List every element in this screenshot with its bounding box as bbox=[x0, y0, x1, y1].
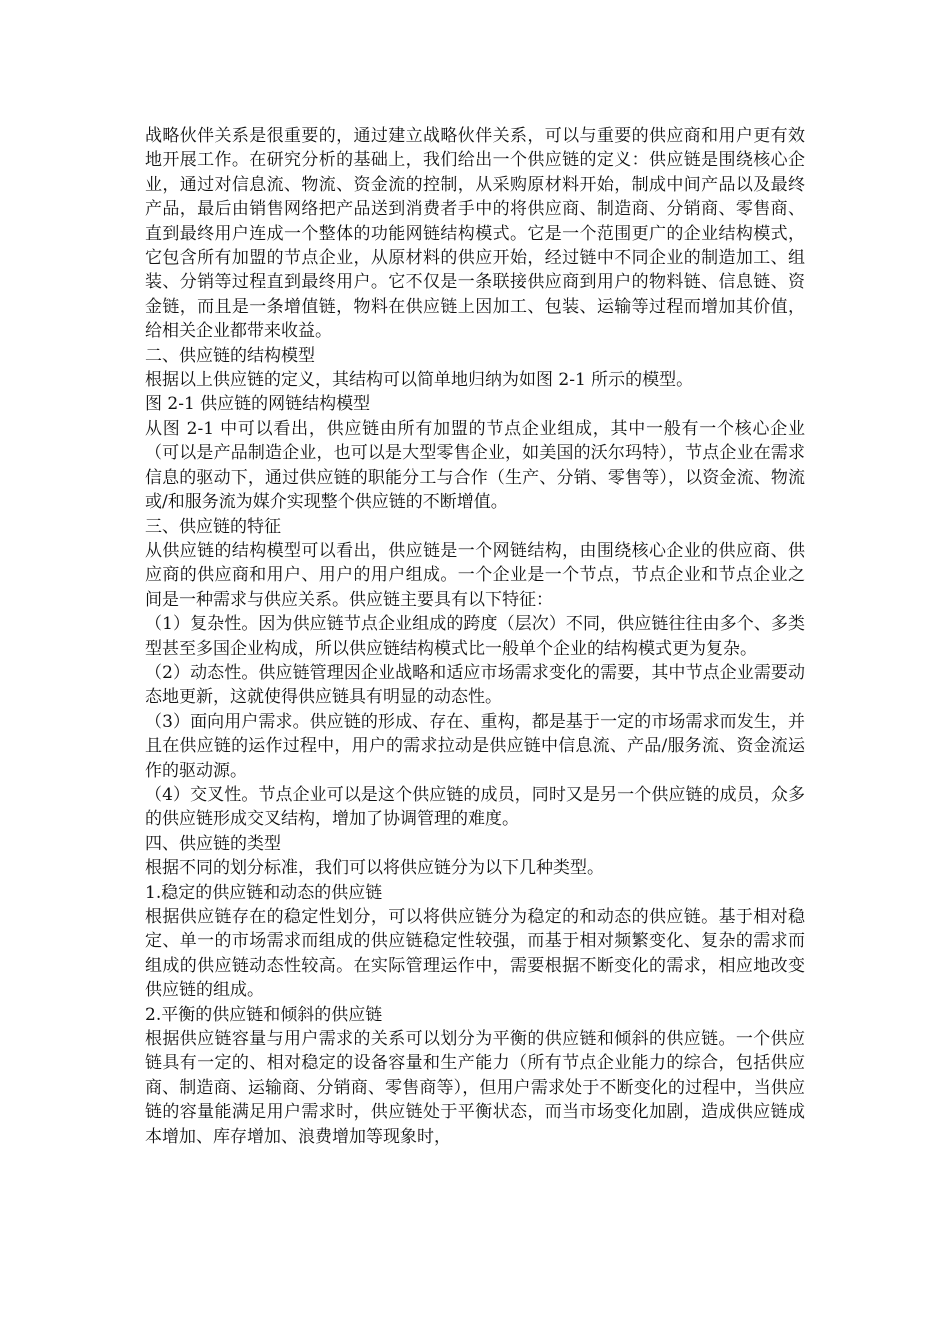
paragraph-types-intro: 根据不同的划分标准，我们可以将供应链分为以下几种类型。 bbox=[145, 858, 604, 879]
feature-complexity: （1）复杂性。因为供应链节点企业组成的跨度（层次）不同，供应链往往由多个、多类型甚至多国企业构成，所以供应链结构模式比一般单个企业的结构模式更为复杂。 bbox=[145, 614, 805, 659]
paragraph-structure-intro: 根据以上供应链的定义，其结构可以简单地归纳为如图 2-1 所示的模型。 bbox=[145, 370, 694, 391]
heading-types: 四、供应链的类型 bbox=[145, 833, 281, 854]
subheading-stable-dynamic: 1.稳定的供应链和动态的供应链 bbox=[145, 882, 383, 903]
subheading-balanced-skewed: 2.平衡的供应链和倾斜的供应链 bbox=[145, 1004, 383, 1025]
heading-structure-model: 二、供应链的结构模型 bbox=[145, 345, 315, 366]
feature-user-demand: （3）面向用户需求。供应链的形成、存在、重构，都是基于一定的市场需求而发生，并且在供应链的运作过程中，用户的需求拉动是供应链中信息流、产品/服务流、资金流运作的驱动源。 bbox=[145, 711, 805, 781]
paragraph-features-intro: 从供应链的结构模型可以看出，供应链是一个网链结构，由围绕核心企业的供应商、供应商的供应商和用户、用户的用户组成。一个企业是一个节点，节点企业和节点企业之间是一种需求与供应关系。供应链主要具有以下特征： bbox=[145, 540, 805, 610]
feature-dynamic: （2）动态性。供应链管理因企业战略和适应市场需求变化的需要，其中节点企业需要动态地更新，这就使得供应链具有明显的动态性。 bbox=[145, 662, 805, 708]
paragraph-balanced-skewed: 根据供应链容量与用户需求的关系可以划分为平衡的供应链和倾斜的供应链。一个供应链具有一定的、相对稳定的设备容量和生产能力（所有节点企业能力的综合，包括供应商、制造商、运输商、分销商、零售商等），但用户需求处于不断变化的过程中，当供应链的容量能满足用户需求时，供应链处于平衡状态，而当市场变化加剧，造成供应链成本增加、库存增加、浪费增加等现象时， bbox=[145, 1029, 805, 1147]
figure-caption: 图 2-1 供应链的网链结构模型 bbox=[145, 394, 371, 415]
paragraph-definition: 战略伙伴关系是很重要的，通过建立战略伙伴关系，可以与重要的供应商和用户更有效地开展工作。在研究分析的基础上，我们给出一个供应链的定义：供应链是围绕核心企业，通过对信息流、物流、资金流的控制，从采购原材料开始，制成中间产品以及最终产品，最后由销售网络把产品送到消费者手中的将供应商、制造商、分销商、零售商、直到最终用户连成一个整体的功能网链结构模式。它是一个范围更广的企业结构模式，它包含所有加盟的节点企业，从原材料的供应开始，经过链中不同企业的制造加工、组装、分销等过程直到最终用户。它不仅是一条联接供应商到用户的物料链、信息链、资金链，而且是一条增值链，物料在供应链上因加工、包装、运输等过程而增加其价值，给相关企业都带来收益。 bbox=[145, 126, 805, 342]
feature-crossing: （4）交叉性。节点企业可以是这个供应链的成员，同时又是另一个供应链的成员，众多的供应链形成交叉结构，增加了协调管理的难度。 bbox=[145, 784, 805, 830]
document-body bbox=[145, 124, 805, 1149]
paragraph-stable-dynamic: 根据供应链存在的稳定性划分，可以将供应链分为稳定的和动态的供应链。基于相对稳定、单一的市场需求而组成的供应链稳定性较强，而基于相对频繁变化、复杂的需求而组成的供应链动态性较高。在实际管理运作中，需要根据不断变化的需求，相应地改变供应链的组成。 bbox=[145, 907, 805, 1001]
heading-features: 三、供应链的特征 bbox=[145, 516, 281, 537]
paragraph-figure-explanation: 从图 2-1 中可以看出，供应链由所有加盟的节点企业组成，其中一般有一个核心企业（可以是产品制造企业，也可以是大型零售企业，如美国的沃尔玛特），节点企业在需求信息的驱动下，通过供应链的职能分工与合作（生产、分销、零售等），以资金流、物流或/和服务流为媒介实现整个供应链的不断增值。 bbox=[145, 418, 805, 513]
